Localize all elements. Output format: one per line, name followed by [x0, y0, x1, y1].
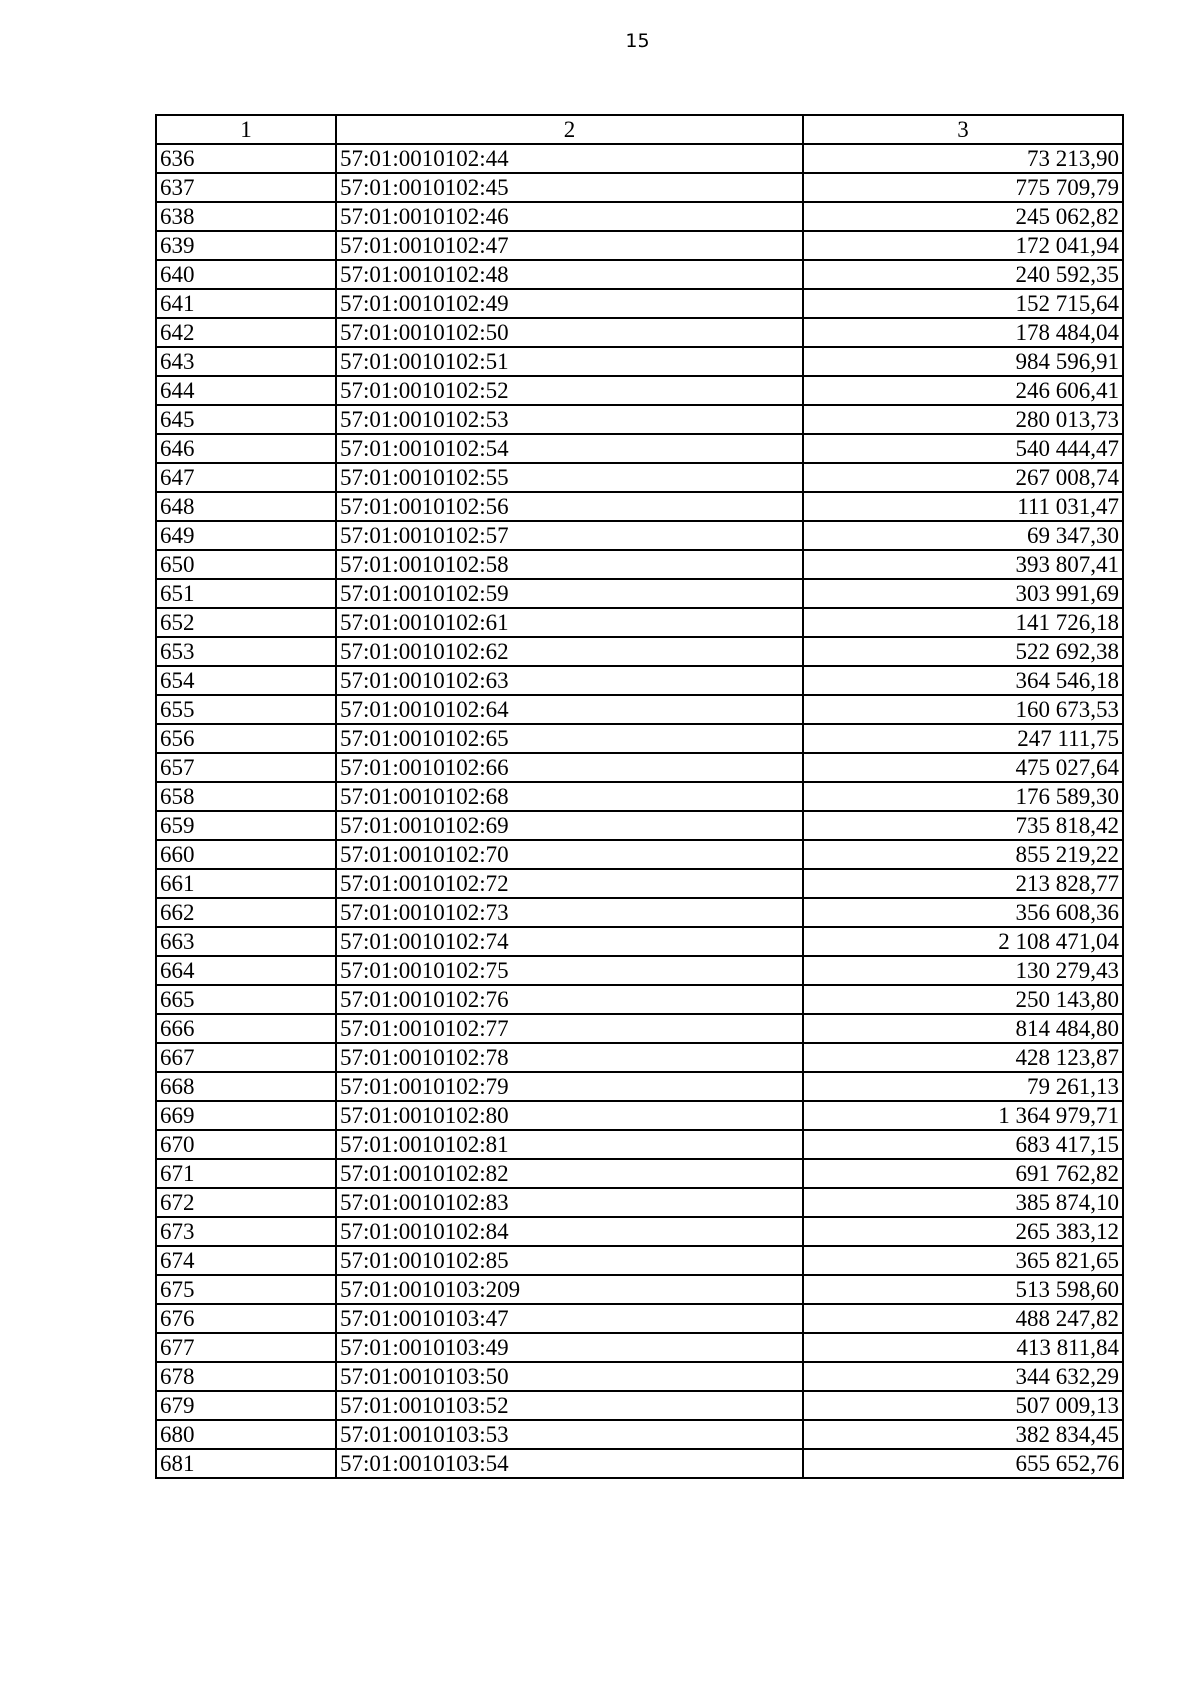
- cadastral-number-cell: 57:01:0010102:72: [336, 869, 803, 898]
- value-cell: 683 417,15: [803, 1130, 1123, 1159]
- cadastral-number-cell: 57:01:0010102:73: [336, 898, 803, 927]
- row-number-cell: 644: [156, 376, 336, 405]
- value-cell: 172 041,94: [803, 231, 1123, 260]
- value-cell: 382 834,45: [803, 1420, 1123, 1449]
- row-number-cell: 675: [156, 1275, 336, 1304]
- row-number-cell: 659: [156, 811, 336, 840]
- row-number-cell: 663: [156, 927, 336, 956]
- table-body: [156, 144, 1123, 1478]
- cadastral-number-cell: 57:01:0010102:53: [336, 405, 803, 434]
- table-row: [156, 1159, 1123, 1188]
- cadastral-number-cell: 57:01:0010103:47: [336, 1304, 803, 1333]
- table-row: [156, 550, 1123, 579]
- table-row: [156, 724, 1123, 753]
- cadastral-number-cell: 57:01:0010102:45: [336, 173, 803, 202]
- cadastral-number-cell: 57:01:0010102:62: [336, 637, 803, 666]
- row-number-cell: 667: [156, 1043, 336, 1072]
- cadastral-number-cell: 57:01:0010103:209: [336, 1275, 803, 1304]
- table-row: [156, 1304, 1123, 1333]
- row-number-cell: 680: [156, 1420, 336, 1449]
- cadastral-number-cell: 57:01:0010102:64: [336, 695, 803, 724]
- value-cell: 364 546,18: [803, 666, 1123, 695]
- table-row: [156, 608, 1123, 637]
- table-row: [156, 202, 1123, 231]
- cadastral-number-cell: 57:01:0010102:82: [336, 1159, 803, 1188]
- row-number-cell: 670: [156, 1130, 336, 1159]
- value-cell: 691 762,82: [803, 1159, 1123, 1188]
- cadastral-number-cell: 57:01:0010102:59: [336, 579, 803, 608]
- value-cell: 280 013,73: [803, 405, 1123, 434]
- cadastral-number-cell: 57:01:0010103:53: [336, 1420, 803, 1449]
- row-number-cell: 672: [156, 1188, 336, 1217]
- value-cell: 245 062,82: [803, 202, 1123, 231]
- row-number-cell: 681: [156, 1449, 336, 1478]
- table-row: [156, 492, 1123, 521]
- value-cell: 814 484,80: [803, 1014, 1123, 1043]
- row-number-cell: 668: [156, 1072, 336, 1101]
- value-cell: 413 811,84: [803, 1333, 1123, 1362]
- table-row: [156, 782, 1123, 811]
- row-number-cell: 677: [156, 1333, 336, 1362]
- value-cell: 247 111,75: [803, 724, 1123, 753]
- value-cell: 2 108 471,04: [803, 927, 1123, 956]
- cadastral-number-cell: 57:01:0010102:63: [336, 666, 803, 695]
- cadastral-number-cell: 57:01:0010102:48: [336, 260, 803, 289]
- value-cell: 655 652,76: [803, 1449, 1123, 1478]
- cadastral-number-cell: 57:01:0010102:46: [336, 202, 803, 231]
- cadastral-number-cell: 57:01:0010102:69: [336, 811, 803, 840]
- value-cell: 855 219,22: [803, 840, 1123, 869]
- row-number-cell: 679: [156, 1391, 336, 1420]
- cadastral-number-cell: 57:01:0010102:70: [336, 840, 803, 869]
- cadastral-number-cell: 57:01:0010102:55: [336, 463, 803, 492]
- table-row: [156, 840, 1123, 869]
- value-cell: 73 213,90: [803, 144, 1123, 173]
- row-number-cell: 641: [156, 289, 336, 318]
- table-row: [156, 521, 1123, 550]
- row-number-cell: 662: [156, 898, 336, 927]
- value-cell: 540 444,47: [803, 434, 1123, 463]
- table-row: [156, 405, 1123, 434]
- table-row: [156, 289, 1123, 318]
- table-row: [156, 1130, 1123, 1159]
- row-number-cell: 637: [156, 173, 336, 202]
- cadastral-number-cell: 57:01:0010102:85: [336, 1246, 803, 1275]
- value-cell: 365 821,65: [803, 1246, 1123, 1275]
- value-cell: 356 608,36: [803, 898, 1123, 927]
- row-number-cell: 645: [156, 405, 336, 434]
- table-row: [156, 1014, 1123, 1043]
- cadastral-number-cell: 57:01:0010102:84: [336, 1217, 803, 1246]
- value-cell: 79 261,13: [803, 1072, 1123, 1101]
- cadastral-number-cell: 57:01:0010102:58: [336, 550, 803, 579]
- table-row: [156, 811, 1123, 840]
- row-number-cell: 639: [156, 231, 336, 260]
- row-number-cell: 650: [156, 550, 336, 579]
- cadastral-number-cell: 57:01:0010102:65: [336, 724, 803, 753]
- table-row: [156, 956, 1123, 985]
- table-row: [156, 347, 1123, 376]
- value-cell: 267 008,74: [803, 463, 1123, 492]
- column-header-2: 2: [336, 115, 803, 144]
- table-row: [156, 637, 1123, 666]
- table-row: [156, 898, 1123, 927]
- cadastral-number-cell: 57:01:0010103:50: [336, 1362, 803, 1391]
- value-cell: 522 692,38: [803, 637, 1123, 666]
- row-number-cell: 664: [156, 956, 336, 985]
- row-number-cell: 636: [156, 144, 336, 173]
- table-row: [156, 1246, 1123, 1275]
- cadastral-number-cell: 57:01:0010102:49: [336, 289, 803, 318]
- row-number-cell: 666: [156, 1014, 336, 1043]
- table-row: [156, 927, 1123, 956]
- cadastral-number-cell: 57:01:0010102:75: [336, 956, 803, 985]
- value-cell: 984 596,91: [803, 347, 1123, 376]
- cadastral-number-cell: 57:01:0010102:76: [336, 985, 803, 1014]
- cadastral-number-cell: 57:01:0010102:74: [336, 927, 803, 956]
- cadastral-number-cell: 57:01:0010102:66: [336, 753, 803, 782]
- value-cell: 213 828,77: [803, 869, 1123, 898]
- row-number-cell: 648: [156, 492, 336, 521]
- value-cell: 428 123,87: [803, 1043, 1123, 1072]
- value-cell: 176 589,30: [803, 782, 1123, 811]
- value-cell: 507 009,13: [803, 1391, 1123, 1420]
- row-number-cell: 642: [156, 318, 336, 347]
- row-number-cell: 656: [156, 724, 336, 753]
- table-row: [156, 376, 1123, 405]
- table-row: [156, 1449, 1123, 1478]
- cadastral-number-cell: 57:01:0010102:54: [336, 434, 803, 463]
- table-row: [156, 1420, 1123, 1449]
- cadastral-number-cell: 57:01:0010102:52: [336, 376, 803, 405]
- table-row: [156, 231, 1123, 260]
- cadastral-number-cell: 57:01:0010103:49: [336, 1333, 803, 1362]
- cadastral-number-cell: 57:01:0010102:47: [336, 231, 803, 260]
- row-number-cell: 658: [156, 782, 336, 811]
- row-number-cell: 643: [156, 347, 336, 376]
- value-cell: 775 709,79: [803, 173, 1123, 202]
- table-row: [156, 1043, 1123, 1072]
- table-header-row: [156, 115, 1123, 144]
- table-row: [156, 144, 1123, 173]
- value-cell: 265 383,12: [803, 1217, 1123, 1246]
- row-number-cell: 674: [156, 1246, 336, 1275]
- value-cell: 178 484,04: [803, 318, 1123, 347]
- value-cell: 141 726,18: [803, 608, 1123, 637]
- page-number: 15: [625, 30, 650, 52]
- row-number-cell: 651: [156, 579, 336, 608]
- table-row: [156, 666, 1123, 695]
- row-number-cell: 665: [156, 985, 336, 1014]
- table-row: [156, 260, 1123, 289]
- row-number-cell: 652: [156, 608, 336, 637]
- value-cell: 130 279,43: [803, 956, 1123, 985]
- value-cell: 1 364 979,71: [803, 1101, 1123, 1130]
- cadastral-number-cell: 57:01:0010102:57: [336, 521, 803, 550]
- table-row: [156, 1333, 1123, 1362]
- value-cell: 111 031,47: [803, 492, 1123, 521]
- row-number-cell: 657: [156, 753, 336, 782]
- cadastral-number-cell: 57:01:0010102:77: [336, 1014, 803, 1043]
- column-header-1: 1: [156, 115, 336, 144]
- value-cell: 488 247,82: [803, 1304, 1123, 1333]
- cadastral-number-cell: 57:01:0010102:56: [336, 492, 803, 521]
- table-row: [156, 173, 1123, 202]
- value-cell: 152 715,64: [803, 289, 1123, 318]
- table-row: [156, 318, 1123, 347]
- value-cell: 393 807,41: [803, 550, 1123, 579]
- value-cell: 385 874,10: [803, 1188, 1123, 1217]
- row-number-cell: 676: [156, 1304, 336, 1333]
- cadastral-number-cell: 57:01:0010102:83: [336, 1188, 803, 1217]
- cadastral-number-cell: 57:01:0010102:61: [336, 608, 803, 637]
- cadastral-number-cell: 57:01:0010102:44: [336, 144, 803, 173]
- row-number-cell: 638: [156, 202, 336, 231]
- row-number-cell: 661: [156, 869, 336, 898]
- cadastral-number-cell: 57:01:0010102:50: [336, 318, 803, 347]
- row-number-cell: 646: [156, 434, 336, 463]
- cadastral-number-cell: 57:01:0010102:80: [336, 1101, 803, 1130]
- cadastral-number-cell: 57:01:0010102:81: [336, 1130, 803, 1159]
- table-row: [156, 985, 1123, 1014]
- row-number-cell: 654: [156, 666, 336, 695]
- value-cell: 735 818,42: [803, 811, 1123, 840]
- row-number-cell: 640: [156, 260, 336, 289]
- row-number-cell: 660: [156, 840, 336, 869]
- value-cell: 246 606,41: [803, 376, 1123, 405]
- table-row: [156, 1217, 1123, 1246]
- cadastral-number-cell: 57:01:0010103:52: [336, 1391, 803, 1420]
- table-row: [156, 753, 1123, 782]
- table-row: [156, 1072, 1123, 1101]
- value-cell: 250 143,80: [803, 985, 1123, 1014]
- cadastral-number-cell: 57:01:0010103:54: [336, 1449, 803, 1478]
- value-cell: 344 632,29: [803, 1362, 1123, 1391]
- table-row: [156, 1275, 1123, 1304]
- table-row: [156, 869, 1123, 898]
- row-number-cell: 673: [156, 1217, 336, 1246]
- table-row: [156, 463, 1123, 492]
- cadastral-number-cell: 57:01:0010102:78: [336, 1043, 803, 1072]
- table-row: [156, 695, 1123, 724]
- value-cell: 475 027,64: [803, 753, 1123, 782]
- value-cell: 303 991,69: [803, 579, 1123, 608]
- cadastral-number-cell: 57:01:0010102:79: [336, 1072, 803, 1101]
- cadastral-number-cell: 57:01:0010102:68: [336, 782, 803, 811]
- table-row: [156, 1101, 1123, 1130]
- row-number-cell: 669: [156, 1101, 336, 1130]
- value-cell: 69 347,30: [803, 521, 1123, 550]
- value-cell: 160 673,53: [803, 695, 1123, 724]
- row-number-cell: 647: [156, 463, 336, 492]
- row-number-cell: 655: [156, 695, 336, 724]
- value-cell: 513 598,60: [803, 1275, 1123, 1304]
- row-number-cell: 678: [156, 1362, 336, 1391]
- table-row: [156, 579, 1123, 608]
- table-row: [156, 1362, 1123, 1391]
- table-row: [156, 1391, 1123, 1420]
- row-number-cell: 653: [156, 637, 336, 666]
- cadastral-number-cell: 57:01:0010102:51: [336, 347, 803, 376]
- data-table: [155, 114, 1124, 1479]
- row-number-cell: 671: [156, 1159, 336, 1188]
- row-number-cell: 649: [156, 521, 336, 550]
- value-cell: 240 592,35: [803, 260, 1123, 289]
- table-row: [156, 1188, 1123, 1217]
- table-row: [156, 434, 1123, 463]
- column-header-3: 3: [803, 115, 1123, 144]
